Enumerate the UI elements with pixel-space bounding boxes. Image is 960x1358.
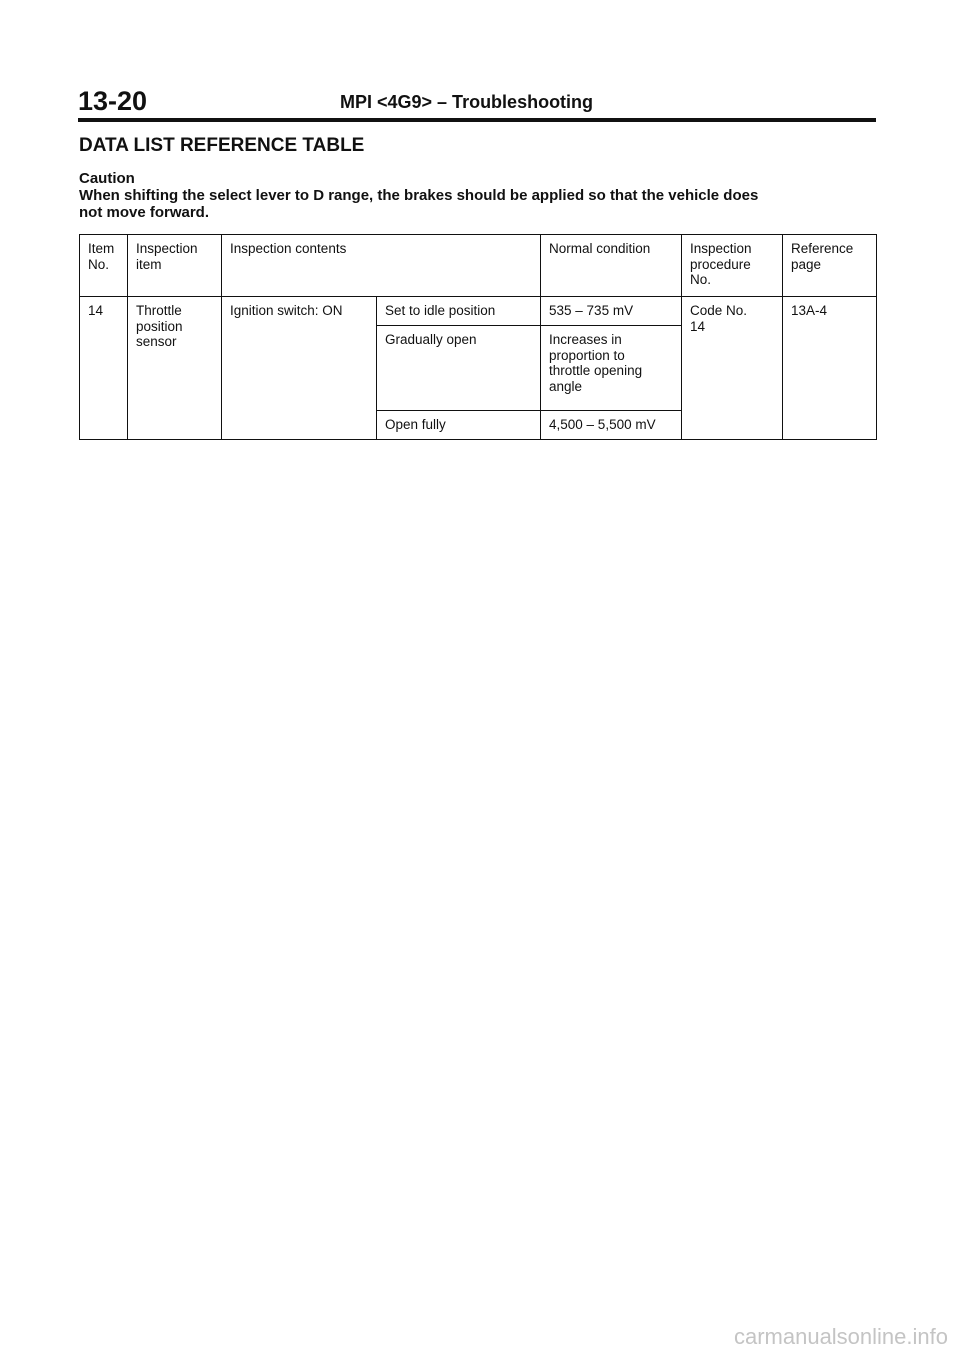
page-number: 13-20 — [78, 86, 148, 116]
cell-normal-gradual: Increases in proportion to throttle opening angle — [541, 326, 682, 411]
cell-state-gradual: Gradually open — [377, 326, 541, 411]
header-inspection-procedure: Inspection procedure No. — [682, 235, 783, 297]
page-header-title: MPI <4G9> – Troubleshooting — [340, 92, 594, 112]
header-inspection-item: Inspection item — [128, 235, 222, 297]
header-normal-condition: Normal condition — [541, 235, 682, 297]
caution-block — [79, 170, 879, 221]
header-reference-page: Reference page — [783, 235, 877, 297]
cell-normal-idle: 535 – 735 mV — [541, 297, 682, 326]
cell-normal-open-fully: 4,500 – 5,500 mV — [541, 411, 682, 440]
cell-item-no: 14 — [80, 297, 128, 440]
section-title: DATA LIST REFERENCE TABLE — [79, 135, 365, 156]
cell-state-open-fully: Open fully — [377, 411, 541, 440]
table-header-row — [80, 235, 877, 297]
caution-heading: Caution — [79, 170, 135, 187]
cell-procedure: Code No. 14 — [682, 297, 783, 440]
data-list-reference-table — [79, 234, 877, 440]
caution-line-1: When shifting the select lever to D range, the brakes should be applied so that the vehicle does — [79, 187, 759, 204]
header-item-no: Item No. — [80, 235, 128, 297]
cell-state-idle: Set to idle position — [377, 297, 541, 326]
header-inspection-contents: Inspection contents — [222, 235, 541, 297]
cell-reference-page: 13A-4 — [783, 297, 877, 440]
caution-line-2: not move forward. — [79, 204, 210, 221]
table-row — [80, 297, 877, 326]
cell-inspection-item: Throttle position sensor — [128, 297, 222, 440]
header-rule — [78, 118, 876, 122]
footer-watermark: carmanualsonline.info — [733, 1324, 948, 1349]
cell-condition: Ignition switch: ON — [222, 297, 377, 440]
